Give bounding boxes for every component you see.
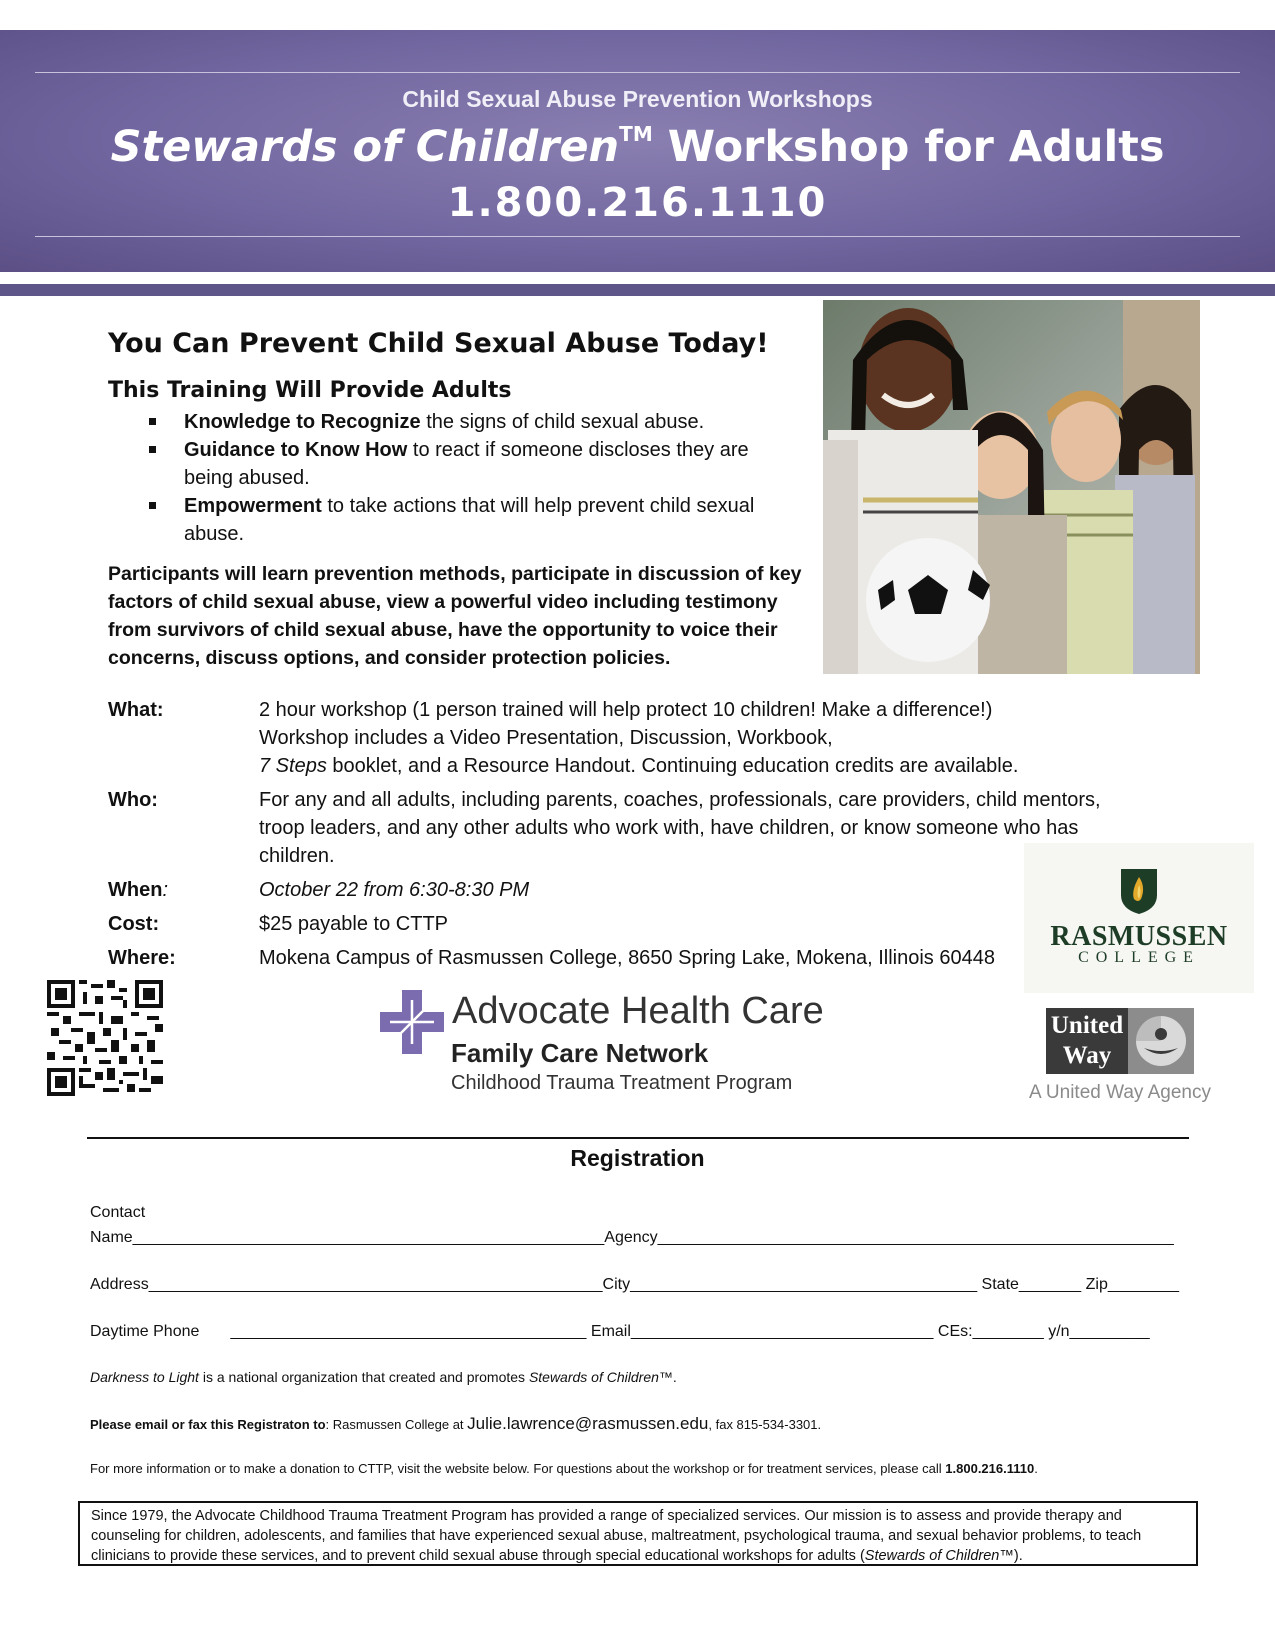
when-label-colon: : <box>162 879 168 901</box>
what-line: 2 hour workshop (1 person trained will help protect 10 children! Make a difference!) <box>259 699 993 721</box>
when-label <box>108 876 259 904</box>
address-field[interactable]: Address___________________________________________________City_______________________________________ State_______ Zip________ <box>90 1276 1180 1293</box>
email-fax: , fax 815-534-3301. <box>708 1417 822 1432</box>
name-agency-field[interactable]: Name_____________________________________________________Agency__________________________________________________________ <box>90 1229 1174 1246</box>
list-item <box>145 436 785 492</box>
workshop-details <box>108 696 1168 978</box>
info-phone: 1.800.216.1110 <box>945 1461 1035 1476</box>
what-value <box>259 696 1168 780</box>
cost-row <box>108 910 1168 938</box>
united-way-line: United <box>1050 1012 1124 1039</box>
registration-title: Registration <box>570 1145 705 1171</box>
email-bold: Please email or fax this Registraton to <box>90 1417 326 1432</box>
email-pre: : Rasmussen College at <box>325 1417 468 1432</box>
bullet-text: to take actions that will help prevent child sexual abuse. <box>184 495 755 545</box>
benefits-list <box>145 408 785 548</box>
divider <box>87 1137 1189 1139</box>
banner-title-italic: Stewards of Children <box>110 122 620 172</box>
united-way-line: Way <box>1062 1042 1112 1069</box>
headline: You Can Prevent Child Sexual Abuse Today! <box>108 328 769 359</box>
bullet-bold: Knowledge to Recognize <box>184 411 421 433</box>
advocate-network: Family Care Network <box>451 1038 709 1068</box>
what-italic: 7 Steps <box>259 755 327 777</box>
list-item <box>145 408 785 436</box>
bullet-text: to react if someone discloses they are being abused. <box>184 439 749 489</box>
mission-text: Since 1979, the Advocate Childhood Trauma Treatment Program has provided a range of specialized services. Our mission is to assess and provide therapy and counseling for children, adolescents, and families that have experienced sexual abuse, maltreatment, psychological trauma, and sexual behavior problems, to teach clinicians to provide these services, and to prevent child sexual abuse through special educational workshops for adults ( <box>91 1508 1142 1564</box>
list-item <box>145 492 785 548</box>
mission-box <box>78 1501 1198 1566</box>
phone-email-field[interactable]: Daytime Phone ________________________________________ Email__________________________________ CEs:________ y/n_________ <box>90 1323 1150 1340</box>
banner-subtitle: Child Sexual Abuse Prevention Workshops <box>402 86 873 112</box>
d2l-note <box>90 1369 677 1385</box>
banner-rule-bottom <box>35 236 1240 237</box>
banner-title <box>0 122 1275 172</box>
header-banner <box>0 30 1275 272</box>
who-value: For any and all adults, including parents, coaches, professionals, care providers, child mentors, troop leaders, and any other adults who work with, have children, or know someone who has children. <box>259 789 1101 867</box>
when-value: October 22 from 6:30-8:30 PM <box>259 879 530 901</box>
d2l-italic-2: Stewards of Children <box>528 1369 659 1385</box>
bullet-bold: Guidance to Know How <box>184 439 408 461</box>
rasmussen-name: RASMUSSEN <box>1050 921 1228 952</box>
participants-paragraph: Participants will learn prevention methods, participate in discussion of key factors of child sexual abuse, view a powerful video including testimony from survivors of child sexual abuse, have the opportunity to voice their concerns, discuss options, and consider protection policies. <box>108 563 802 669</box>
advocate-name: Advocate Health Care <box>452 990 824 1032</box>
bullet-bold: Empowerment <box>184 495 322 517</box>
who-label: Who: <box>108 789 158 811</box>
where-row <box>108 944 1168 972</box>
mission-italic: Stewards of Children <box>864 1548 1000 1564</box>
banner-underline-band <box>0 284 1275 296</box>
united-way-hand-icon <box>1128 1008 1194 1074</box>
what-label: What: <box>108 699 164 721</box>
subhead: This Training Will Provide Adults <box>108 378 512 403</box>
shield-flame-icon <box>1119 867 1159 915</box>
cost-label: Cost: <box>108 913 160 935</box>
info-end: . <box>1034 1461 1038 1476</box>
d2l-italic: Darkness to Light <box>90 1369 199 1385</box>
d2l-end: ™. <box>658 1369 677 1385</box>
email-link[interactable]: Julie.lawrence@rasmussen.edu <box>467 1414 709 1433</box>
advocate-program: Childhood Trauma Treatment Program <box>451 1072 793 1094</box>
where-value: Mokena Campus of Rasmussen College, 8650 Spring Lake, Mokena, Illinois 60448 <box>259 947 995 969</box>
banner-title-tm: TM <box>619 122 653 146</box>
who-row <box>108 786 1108 870</box>
banner-rule-top <box>35 72 1240 73</box>
advocate-logo <box>380 990 840 1102</box>
cost-value: $25 payable to CTTP <box>259 913 448 935</box>
united-way-wordmark <box>1046 1008 1128 1074</box>
where-label: Where: <box>108 947 176 969</box>
contact-label: Contact <box>90 1204 146 1221</box>
info-note <box>90 1461 1038 1476</box>
united-way-logo <box>1024 1008 1264 1108</box>
qr-code[interactable] <box>47 980 163 1096</box>
advocate-cross-icon <box>380 990 444 1054</box>
bullet-text: the signs of child sexual abuse. <box>420 411 705 433</box>
what-row <box>108 696 1168 780</box>
what-line: Workshop includes a Video Presentation, Discussion, Workbook, <box>259 727 833 749</box>
banner-title-rest: Workshop for Adults <box>652 122 1165 172</box>
rasmussen-college: COLLEGE <box>1078 949 1200 966</box>
rasmussen-logo <box>1024 843 1254 993</box>
when-label-text: When <box>108 879 163 901</box>
what-line-rest: booklet, and a Resource Handout. Continuing education credits are available. <box>326 755 1019 777</box>
d2l-text: is a national organization that created and promotes <box>198 1369 529 1385</box>
banner-phone: 1.800.216.1110 <box>447 180 828 226</box>
what-line <box>259 752 1168 780</box>
mission-end: ™). <box>999 1548 1023 1564</box>
info-text: For more information or to make a donation to CTTP, visit the website below. For questions about the workshop or for treatment services, please call <box>90 1461 946 1476</box>
when-row <box>108 876 1168 904</box>
children-photo <box>823 300 1200 674</box>
email-note <box>90 1414 821 1434</box>
united-way-agency: A United Way Agency <box>1029 1082 1212 1103</box>
